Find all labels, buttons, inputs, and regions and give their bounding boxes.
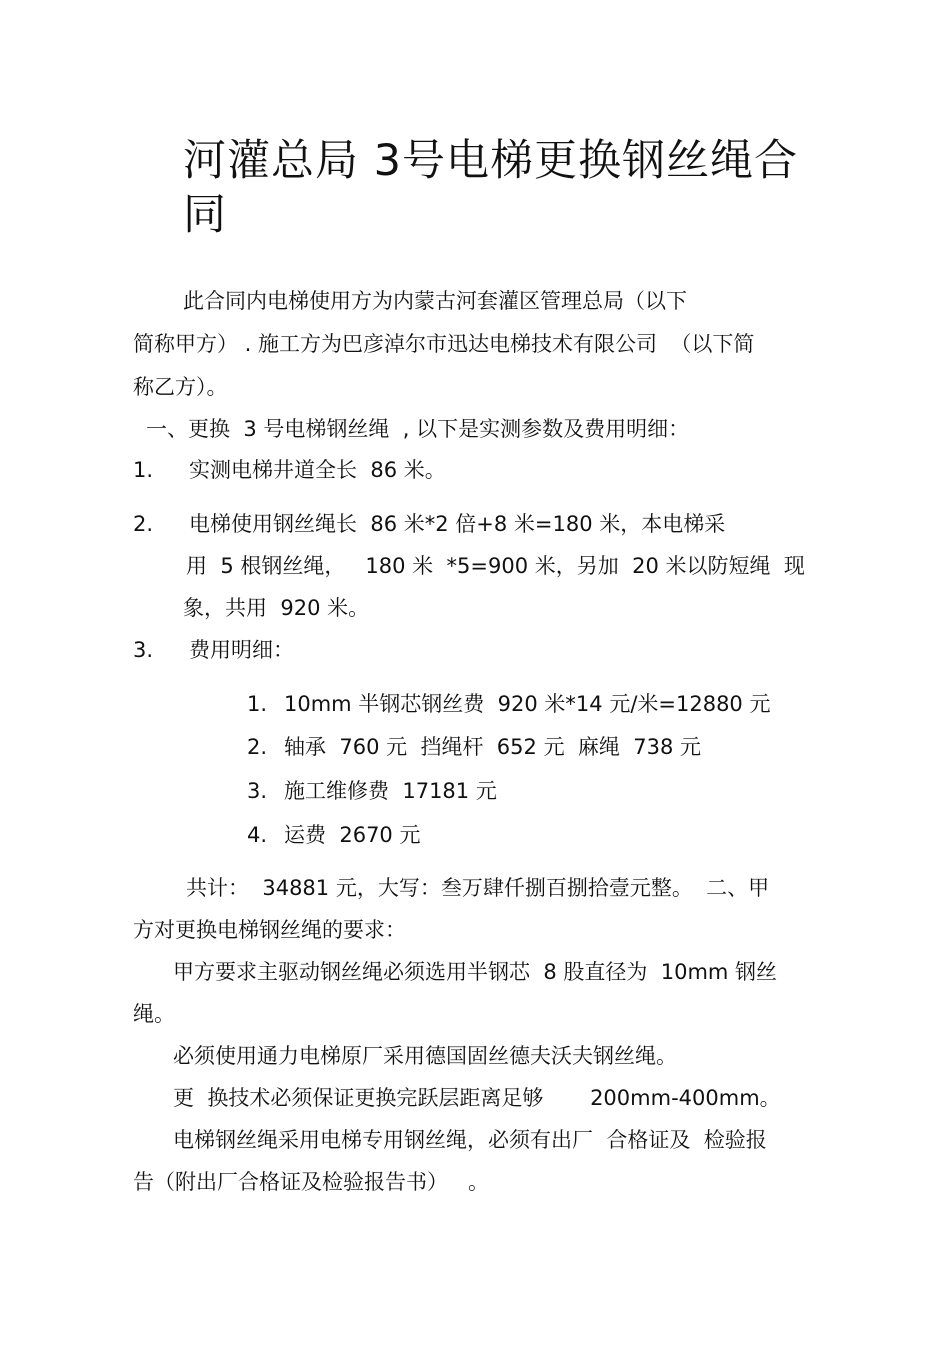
cost-number-3: 3. [247, 779, 268, 803]
cost-4-text: 运费 2670 元 [284, 823, 421, 847]
document-title-line-2: 同 [183, 190, 227, 240]
requirement-4-line-1: 电梯钢丝绳采用电梯专用钢丝绳，必须有出厂 合格证及 检验报 [173, 1128, 767, 1152]
section-1-heading: 一、更换 3 号电梯钢丝绳 , 以下是实测参数及费用明细： [146, 417, 690, 441]
item-2-text-line-2: 用 5 根钢丝绳， 180 米 *5=900 米，另加 20 米以防短绳 现 [186, 554, 805, 578]
document-title-line-1: 河灌总局 3号电梯更换钢丝绳合 [183, 136, 799, 186]
intro-line-1: 此合同内电梯使用方为内蒙古河套灌区管理总局（以下 [183, 289, 687, 313]
item-3-text: 费用明细： [189, 638, 294, 662]
item-1-text: 实测电梯井道全长 86 米。 [189, 458, 446, 482]
intro-line-2: 简称甲方） . 施工方为巴彦淖尔市迅达电梯技术有限公司 （以下简 [133, 332, 755, 356]
requirement-2: 必须使用通力电梯原厂采用德国固丝德夫沃夫钢丝绳。 [173, 1044, 677, 1068]
item-2-text-line-1: 电梯使用钢丝绳长 86 米*2 倍+8 米=180 米，本电梯采 [189, 512, 726, 536]
cost-1-text: 10mm 半钢芯钢丝费 920 米*14 元/米=12880 元 [284, 692, 771, 716]
cost-number-1: 1. [247, 692, 268, 716]
cost-2-text: 轴承 760 元 挡绳杆 652 元 麻绳 738 元 [284, 735, 702, 759]
cost-number-4: 4. [247, 823, 268, 847]
requirement-3: 更 换技术必须保证更换完跃层距离足够 200mm-400mm。 [173, 1086, 781, 1110]
requirement-4-line-2: 告（附出厂合格证及检验报告书） 。 [133, 1170, 490, 1194]
item-2-text-line-3: 象，共用 920 米。 [183, 596, 370, 620]
total-line-2: 方对更换电梯钢丝绳的要求： [133, 918, 406, 942]
item-number-2: 2. [133, 512, 154, 536]
item-number-3: 3. [133, 638, 154, 662]
cost-number-2: 2. [247, 735, 268, 759]
requirement-1-line-2: 绳。 [133, 1002, 175, 1026]
item-number-1: 1. [133, 458, 154, 482]
requirement-1-line-1: 甲方要求主驱动钢丝绳必须选用半钢芯 8 股直径为 10mm 钢丝 [173, 960, 778, 984]
intro-line-3: 称乙方）。 [133, 375, 228, 399]
cost-3-text: 施工维修费 17181 元 [284, 779, 497, 803]
total-line-1: 共计： 34881 元，大写：叁万肆仟捌百捌拾壹元整。 二、甲 [186, 876, 770, 900]
